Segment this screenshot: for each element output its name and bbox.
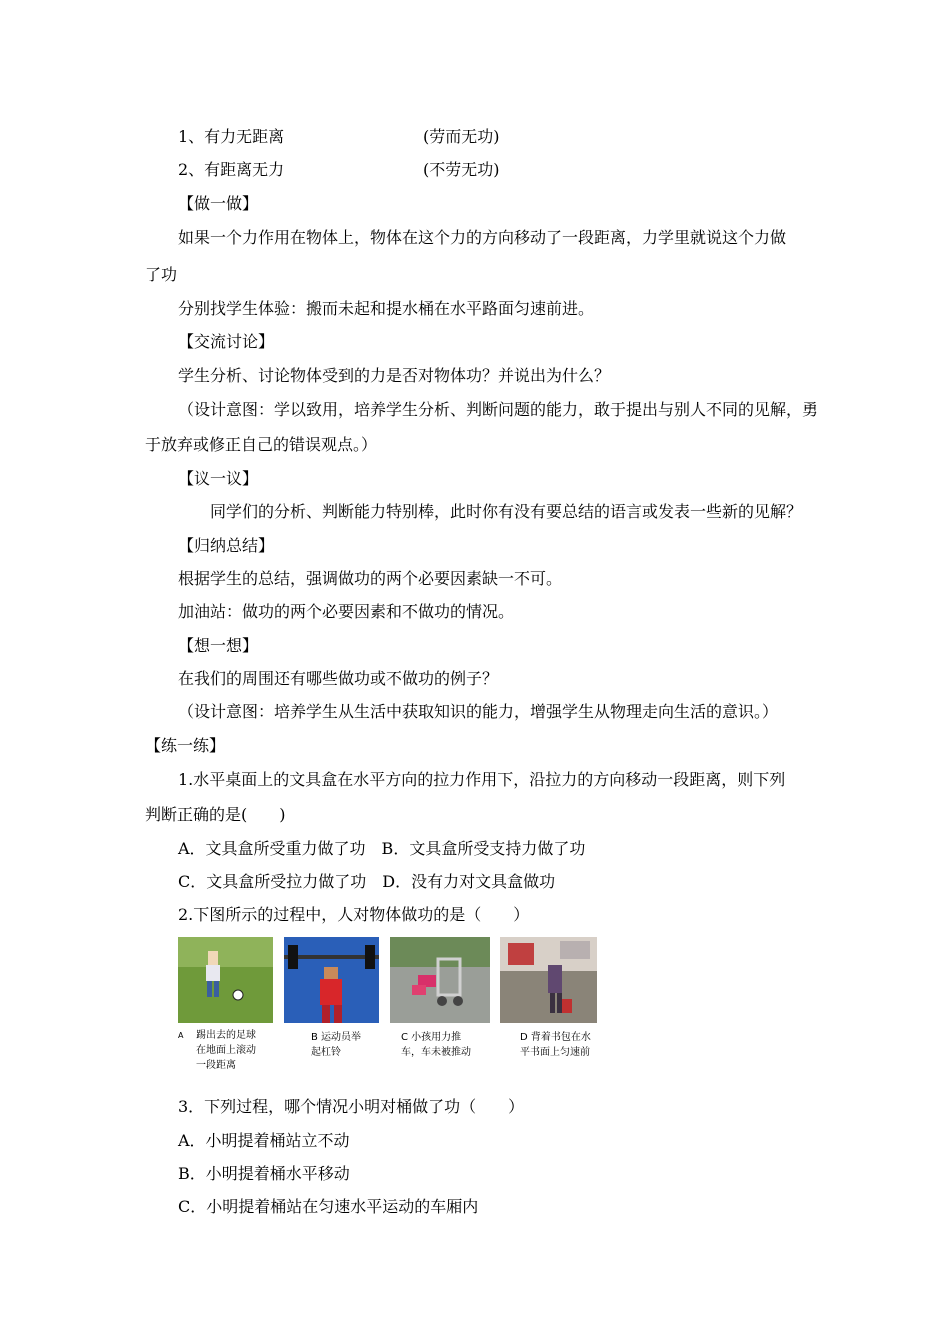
question-2: 2.下图所示的过程中，人对物体做功的是（ ） [178, 905, 530, 924]
paragraph-definition-cont: 了功 [145, 265, 178, 284]
item-1-note: (劳而无功) [423, 127, 500, 146]
paragraph-discussion: 学生分析、讨论物体受到的力是否对物体功？并说出为什么？ [178, 366, 611, 385]
question-1-options-cd: C．文具盒所受拉力做了功 D．没有力对文具盒做功 [178, 872, 556, 891]
question-1: 1.水平桌面上的文具盒在水平方向的拉力作用下，沿拉力的方向移动一段距离，则下列 [178, 770, 786, 789]
question-3-option-c: C．小明提着桶站在匀速水平运动的车厢内 [178, 1197, 479, 1216]
photo-backpack-walking [500, 937, 597, 1023]
paragraph-summary: 根据学生的总结，强调做功的两个必要因素缺一不可。 [178, 569, 563, 588]
heading-zuo-yi-zuo: 【做一做】 [178, 194, 259, 213]
heading-lian-yi-lian: 【练一练】 [145, 736, 226, 755]
caption-b-line-1: B 运动员举 [311, 1032, 362, 1043]
item-1-label: 1、有力无距离 [178, 127, 285, 146]
photo-child-pushing-cart [390, 937, 490, 1023]
paragraph-design-intent-2: （设计意图：培养学生从生活中获取知识的能力，增强学生从物理走向生活的意识。） [178, 702, 779, 721]
caption-a-line-2: 在地面上滚动 [196, 1045, 256, 1056]
question-3: 3．下列过程，哪个情况小明对桶做了功（ ） [178, 1097, 525, 1116]
question-1-options-ab: A．文具盒所受重力做了功 B．文具盒所受支持力做了功 [178, 839, 586, 858]
paragraph-definition: 如果一个力作用在物体上，物体在这个力的方向移动了一段距离，力学里就说这个力做 [178, 228, 787, 247]
caption-b-line-2: 起杠铃 [311, 1047, 341, 1058]
caption-d-line-1: D 背着书包在水 [520, 1032, 591, 1043]
paragraph-examples: 在我们的周围还有哪些做功或不做功的例子？ [178, 669, 499, 688]
item-2-note: (不劳无功) [423, 160, 500, 179]
question-1-cont: 判断正确的是( ) [145, 805, 286, 824]
caption-a-letter: A [178, 1031, 184, 1040]
heading-guina: 【归纳总结】 [178, 536, 275, 555]
photo-football [178, 937, 273, 1023]
caption-d-line-2: 平书面上匀速前 [520, 1047, 590, 1058]
question-3-option-a: A．小明提着桶站立不动 [178, 1131, 350, 1150]
paragraph-design-intent-1: （设计意图：学以致用，培养学生分析、判断问题的能力，敢于提出与别人不同的见解，勇 [178, 400, 819, 419]
paragraph-jiayouzhan: 加油站：做功的两个必要因素和不做功的情况。 [178, 602, 515, 621]
heading-xiang-yi-xiang: 【想一想】 [178, 636, 259, 655]
caption-a-line-1: 踢出去的足球 [196, 1030, 256, 1041]
caption-c-line-2: 车，车未被推动 [401, 1047, 471, 1058]
item-2-label: 2、有距离无力 [178, 160, 285, 179]
caption-a-line-3: 一段距离 [196, 1060, 236, 1071]
heading-jiaoliu: 【交流讨论】 [178, 332, 275, 351]
heading-yi-yi-yi: 【议一议】 [178, 469, 259, 488]
paragraph-experience: 分别找学生体验：搬而未起和提水桶在水平路面匀速前进。 [178, 299, 595, 318]
photo-weightlifter [284, 937, 379, 1023]
paragraph-design-intent-1-cont: 于放弃或修正自己的错误观点。） [145, 435, 378, 454]
question-3-option-b: B．小明提着桶水平移动 [178, 1164, 350, 1183]
paragraph-summary-prompt: 同学们的分析、判断能力特别棒，此时你有没有要总结的语言或发表一些新的见解？ [210, 502, 803, 521]
caption-c-line-1: C 小孩用力推 [401, 1032, 462, 1043]
